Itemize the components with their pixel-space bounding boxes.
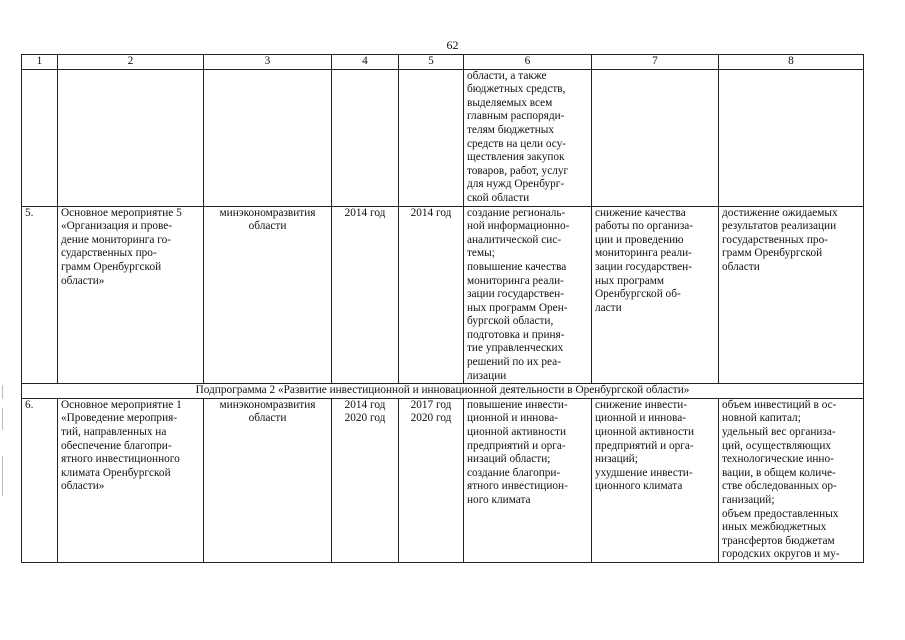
column-header-row [22, 55, 864, 70]
expected-result-cell: создание региональ- ной информационно- аналитической сис- темы; повышение качества мониторинга реали- зации государствен- ных программ Орен- бургской области, подготовка и приня- тие управленческих решений по их реа- лизации [464, 206, 592, 384]
start-year-cell: 2014 год [332, 206, 399, 384]
activity-name-cell: Основное мероприятие 1 «Проведение мероприя- тий, направленных на обеспечение благопри- ятного инвестиционного климата Оренбургской области» [58, 398, 204, 562]
start-year-cell: 2014 год 2020 год [332, 398, 399, 562]
scan-margin-mark [2, 456, 3, 496]
expected-result-cell: области, а также бюджетных средств, выделяемых всем главным распоряди- телям бюджетных средств на цели осу- ществления закупок товаров, работ, услуг для нужд Оренбург- ской области [464, 69, 592, 206]
executor-cell: минэкономразвития области [204, 206, 332, 384]
start-year-cell [332, 69, 399, 206]
column-header: 3 [204, 55, 332, 70]
activity-name-cell: Основное мероприятие 5 «Организация и прове- дение мониторинга го- сударственных про- грамм Оренбургской области» [58, 206, 204, 384]
row-number-cell [22, 69, 58, 206]
executor-cell: минэкономразвития области [204, 398, 332, 562]
consequences-cell: снижение инвести- ционной и иннова- ционной активности предприятий и орга- низаций; ухудшение инвести- ционного климата [592, 398, 719, 562]
row-number-cell: 5. [22, 206, 58, 384]
consequences-cell: снижение качества работы по организа- ции и проведению мониторинга реали- зации государствен- ных программ Оренбургской об- ласти [592, 206, 719, 384]
table-row [22, 398, 864, 562]
activities-table [21, 54, 864, 563]
column-header: 6 [464, 55, 592, 70]
indicators-cell [719, 69, 864, 206]
executor-cell [204, 69, 332, 206]
column-header: 5 [399, 55, 464, 70]
subprogram-title: Подпрограмма 2 «Развитие инвестиционной и инновационной деятельности в Оренбургской области» [22, 384, 864, 399]
row-number-cell: 6. [22, 398, 58, 562]
table-row [22, 206, 864, 384]
expected-result-cell: повышение инвести- ционной и иннова- ционной активности предприятий и орга- низаций области; создание благопри- ятного инвестицион- ного климата [464, 398, 592, 562]
table-row [22, 69, 864, 206]
indicators-cell: объем инвестиций в ос- новной капитал; удельный вес организа- ций, осуществляющих технологические инно- вации, в общем количе- стве обследованных ор- ганизаций; объем предоставленных иных межбюджетных трансфертов бюджетам городских округов и му- [719, 398, 864, 562]
scan-margin-mark [2, 408, 3, 430]
end-year-cell: 2014 год [399, 206, 464, 384]
page-number: 62 [446, 38, 459, 52]
column-header: 7 [592, 55, 719, 70]
column-header: 1 [22, 55, 58, 70]
indicators-cell: достижение ожидаемых результатов реализации государственных про- грамм Оренбургской области [719, 206, 864, 384]
subprogram-row [22, 384, 864, 399]
consequences-cell [592, 69, 719, 206]
scan-margin-mark [2, 385, 3, 399]
end-year-cell: 2017 год 2020 год [399, 398, 464, 562]
activity-name-cell [58, 69, 204, 206]
column-header: 2 [58, 55, 204, 70]
column-header: 4 [332, 55, 399, 70]
column-header: 8 [719, 55, 864, 70]
end-year-cell [399, 69, 464, 206]
